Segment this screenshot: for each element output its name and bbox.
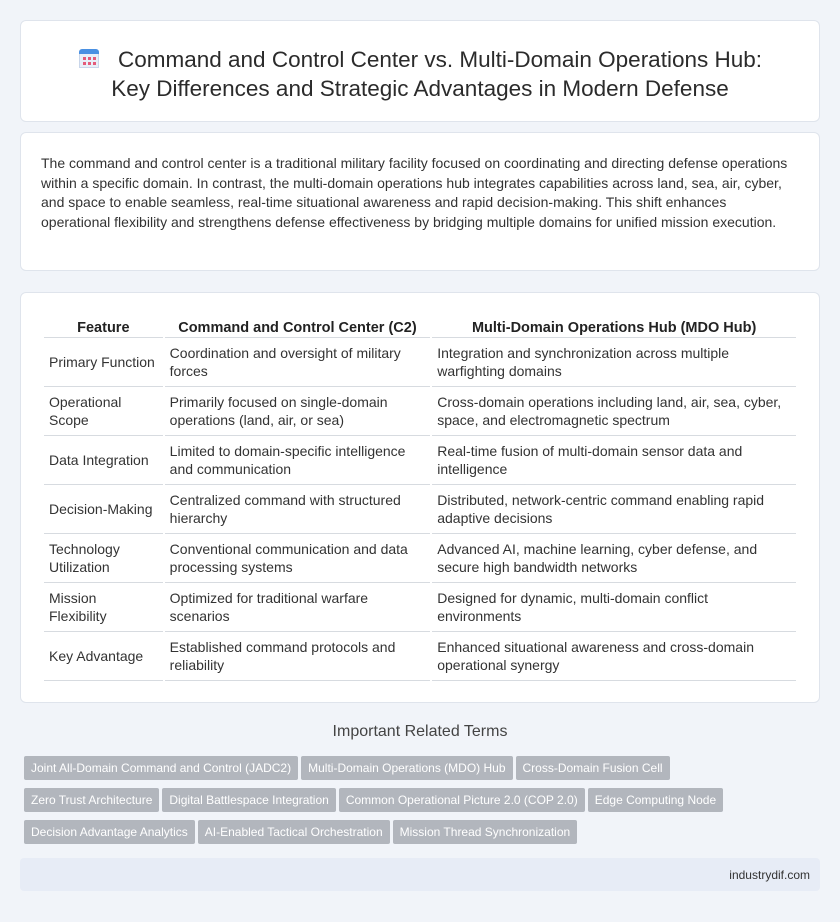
- comparison-table-card: [20, 292, 820, 703]
- tag-link[interactable]: AI-Enabled Tactical Orchestration: [198, 820, 390, 844]
- tag-row: [24, 756, 784, 780]
- mdo-cell: Designed for dynamic, multi-domain conflict environments: [432, 583, 796, 632]
- table-row: [44, 485, 796, 534]
- title-line-2: Key Differences and Strategic Advantages in Modern Defense: [111, 76, 729, 101]
- feature-cell: Data Integration: [44, 436, 163, 485]
- c2-cell: Established command protocols and reliability: [165, 632, 431, 681]
- tag-link[interactable]: Multi-Domain Operations (MDO) Hub: [301, 756, 512, 780]
- mdo-cell: Integration and synchronization across multiple warfighting domains: [432, 338, 796, 387]
- intro-card: [20, 132, 820, 271]
- feature-cell: Technology Utilization: [44, 534, 163, 583]
- feature-cell: Primary Function: [44, 338, 163, 387]
- calendar-icon: [78, 47, 100, 69]
- mdo-cell: Advanced AI, machine learning, cyber defense, and secure high bandwidth networks: [432, 534, 796, 583]
- tag-link[interactable]: Edge Computing Node: [588, 788, 723, 812]
- table-row: [44, 338, 796, 387]
- tag-link[interactable]: Joint All-Domain Command and Control (JADC2): [24, 756, 298, 780]
- c2-cell: Primarily focused on single-domain operations (land, air, or sea): [165, 387, 431, 436]
- feature-cell: Mission Flexibility: [44, 583, 163, 632]
- table-header-row: [44, 314, 796, 338]
- tag-link[interactable]: Decision Advantage Analytics: [24, 820, 195, 844]
- table-row: [44, 632, 796, 681]
- tag-link[interactable]: Digital Battlespace Integration: [162, 788, 335, 812]
- header-feature: Feature: [44, 314, 163, 338]
- page-title: [21, 45, 819, 103]
- c2-cell: Coordination and oversight of military forces: [165, 338, 431, 387]
- mdo-cell: Cross-domain operations including land, air, sea, cyber, space, and electromagnetic spectrum: [432, 387, 796, 436]
- title-line-1: Command and Control Center vs. Multi-Domain Operations Hub:: [117, 47, 763, 72]
- footer: [20, 858, 820, 891]
- comparison-table: [42, 314, 798, 681]
- footer-site-link[interactable]: industrydif.com: [729, 868, 810, 882]
- mdo-cell: Real-time fusion of multi-domain sensor data and intelligence: [432, 436, 796, 485]
- mdo-cell: Enhanced situational awareness and cross-domain operational synergy: [432, 632, 796, 681]
- tag-row: [24, 820, 784, 844]
- tag-row: [24, 788, 784, 812]
- table-row: [44, 583, 796, 632]
- tag-link[interactable]: Common Operational Picture 2.0 (COP 2.0): [339, 788, 585, 812]
- intro-paragraph: The command and control center is a traditional military facility focused on coordinating and directing defense operations within a specific domain. In contrast, the multi-domain operations hub integrates capabilities across land, sea, air, cyber, and space to enable seamless, real-time situational awareness and rapid decision-making. This shift enhances operational flexibility and strengthens defense effectiveness by bridging multiple domains for unified mission execution.: [41, 155, 788, 230]
- c2-cell: Centralized command with structured hierarchy: [165, 485, 431, 534]
- header-c2: Command and Control Center (C2): [165, 314, 431, 338]
- tag-link[interactable]: Zero Trust Architecture: [24, 788, 159, 812]
- feature-cell: Operational Scope: [44, 387, 163, 436]
- related-terms-heading: Important Related Terms: [332, 723, 508, 740]
- feature-cell: Key Advantage: [44, 632, 163, 681]
- header-mdo-hub: Multi-Domain Operations Hub (MDO Hub): [432, 314, 796, 338]
- tag-link[interactable]: Mission Thread Synchronization: [393, 820, 578, 844]
- tag-link[interactable]: Cross-Domain Fusion Cell: [516, 756, 670, 780]
- c2-cell: Conventional communication and data processing systems: [165, 534, 431, 583]
- title-card: [20, 20, 820, 122]
- c2-cell: Limited to domain-specific intelligence and communication: [165, 436, 431, 485]
- mdo-cell: Distributed, network-centric command enabling rapid adaptive decisions: [432, 485, 796, 534]
- table-row: [44, 387, 796, 436]
- table-row: [44, 436, 796, 485]
- table-row: [44, 534, 796, 583]
- c2-cell: Optimized for traditional warfare scenarios: [165, 583, 431, 632]
- feature-cell: Decision-Making: [44, 485, 163, 534]
